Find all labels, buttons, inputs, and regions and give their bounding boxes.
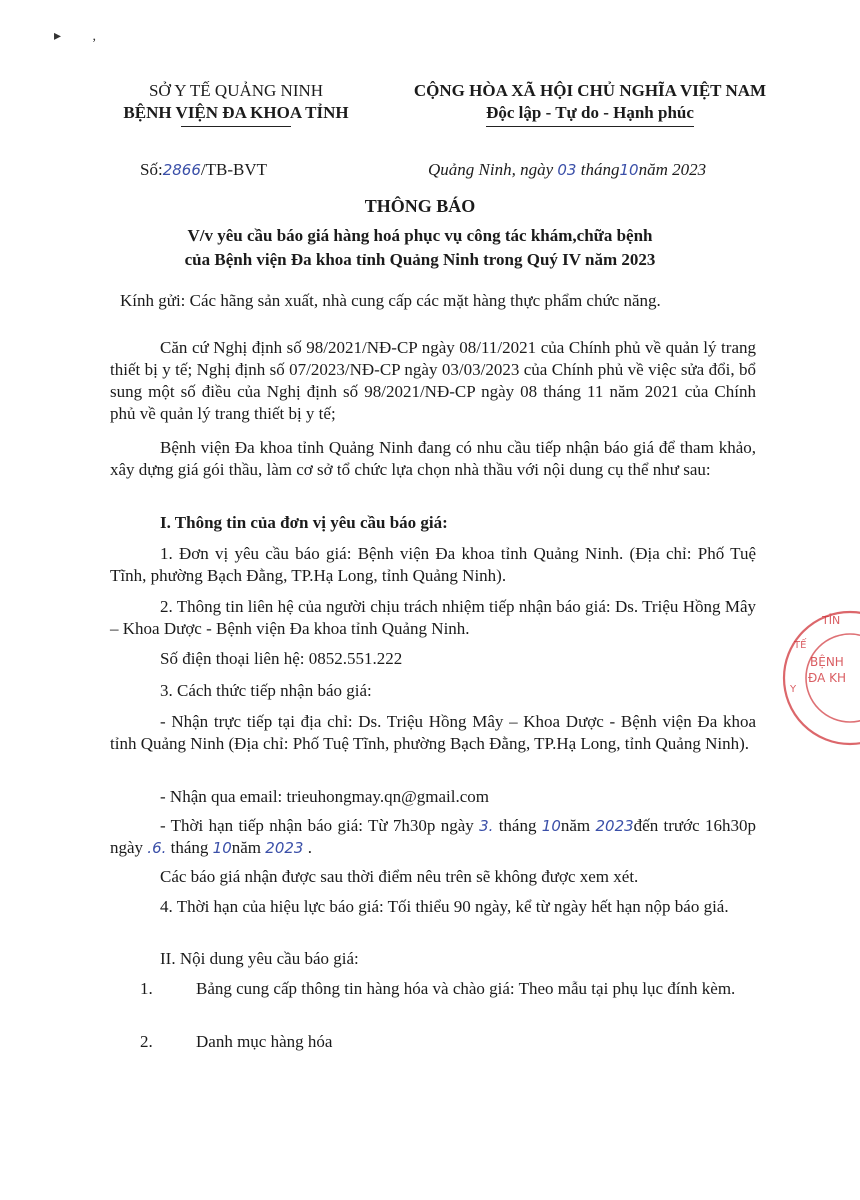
scan-mark: ▸ , bbox=[54, 29, 97, 44]
intro-paragraph: Bệnh viện Đa khoa tỉnh Quảng Ninh đang có nhu cầu tiếp nhận báo giá để tham khảo, xây dựng giá gói thầu, làm cơ sở tổ chức lựa chọn nhà thầu với nội dung cụ thể như sau: bbox=[110, 438, 756, 479]
subtitle-line2: của Bệnh viện Đa khoa tỉnh Quảng Ninh trong Quý IV năm 2023 bbox=[184, 250, 656, 269]
handwritten-end-month: 10 bbox=[212, 839, 232, 857]
section1-item3-direct: - Nhận trực tiếp tại địa chỉ: Ds. Triệu Hồng Mây – Khoa Dược - Bệnh viện Đa khoa tỉnh Quảng Ninh (Địa chỉ: Phố Tuệ Tĩnh, phường Bạch Đằng, TP.Hạ Long, tỉnh Quảng Ninh). bbox=[110, 712, 756, 753]
document-title: THÔNG BÁO bbox=[364, 196, 476, 216]
legal-basis-paragraph: Căn cứ Nghị định số 98/2021/NĐ-CP ngày 08/11/2021 của Chính phủ về quản lý trang thiết bị y tế; Nghị định số 07/2023/NĐ-CP ngày 03/03/2023 của Chính phủ về việc sửa đổi, bổ sung một số điều của Nghị định số 98/2021/NĐ-CP ngày 08 tháng 11 năm 2021 của Chính phủ về quản lý trang thiết bị y tế; bbox=[110, 338, 756, 423]
nation-line2: Độc lập - Tự do - Hạnh phúc bbox=[486, 103, 694, 122]
section1-item2: 2. Thông tin liên hệ của người chịu trách nhiệm tiếp nhận báo giá: Ds. Triệu Hồng Mây – Khoa Dược - Bệnh viện Đa khoa tỉnh Quảng Ninh. bbox=[110, 597, 756, 638]
stamp-text-3: ĐA KH bbox=[808, 671, 847, 685]
section2-heading: II. Nội dung yêu cầu báo giá: bbox=[160, 949, 359, 968]
handwritten-month: 10 bbox=[619, 161, 639, 179]
handwritten-start-year: 2023 bbox=[595, 817, 634, 835]
section2-item2: 2. Danh mục hàng hóa bbox=[140, 1032, 333, 1051]
handwritten-end-year: 2023 bbox=[265, 839, 304, 857]
handwritten-day: 03 bbox=[557, 161, 577, 179]
section2-item1: 1. Bảng cung cấp thông tin hàng hóa và chào giá: Theo mẫu tại phụ lục đính kèm. bbox=[140, 979, 736, 998]
issuing-organization bbox=[96, 80, 376, 124]
document-date: Quảng Ninh, ngày 03 tháng10năm 2023 bbox=[428, 160, 707, 179]
late-note: Các báo giá nhận được sau thời điểm nêu trên sẽ không được xem xét. bbox=[160, 867, 639, 886]
stamp-text-1: TỈN bbox=[822, 614, 841, 627]
nation-line1: CỘNG HÒA XÃ HỘI CHỦ NGHĨA VIỆT NAM bbox=[413, 81, 767, 100]
section1-item3: 3. Cách thức tiếp nhận báo giá: bbox=[160, 681, 372, 700]
org-line2: BỆNH VIỆN ĐA KHOA TỈNH bbox=[123, 103, 349, 122]
deadline-paragraph: - Thời hạn tiếp nhận báo giá: Từ 7h30p ngày 3. tháng 10năm 2023đến trước 16h30p ngày .6. tháng 10năm 2023 . bbox=[110, 816, 756, 857]
subtitle-line1: V/v yêu cầu báo giá hàng hoá phục vụ công tác khám,chữa bệnh bbox=[187, 226, 653, 245]
section1-item4: 4. Thời hạn của hiệu lực báo giá: Tối thiểu 90 ngày, kể từ ngày hết hạn nộp báo giá. bbox=[160, 897, 729, 916]
contact-phone: Số điện thoại liên hệ: 0852.551.222 bbox=[160, 649, 403, 668]
handwritten-number: 2866 bbox=[162, 161, 201, 179]
official-stamp bbox=[770, 598, 860, 758]
document-number: Số:2866/TB-BVT bbox=[140, 160, 267, 179]
recipient: Kính gửi: Các hãng sản xuất, nhà cung cấp các mặt hàng thực phẩm chức năng. bbox=[120, 291, 661, 310]
stamp-text-4: Y bbox=[790, 684, 797, 695]
stamp-text-5: TẾ bbox=[794, 640, 807, 651]
section1-item3-email: - Nhận qua email: trieuhongmay.qn@gmail.com bbox=[160, 787, 489, 806]
section1-item1: 1. Đơn vị yêu cầu báo giá: Bệnh viện Đa khoa tỉnh Quảng Ninh. (Địa chỉ: Phố Tuệ Tĩnh, phường Bạch Đằng, TP.Hạ Long, tỉnh Quảng Ninh). bbox=[110, 544, 756, 585]
section1-heading: I. Thông tin của đơn vị yêu cầu báo giá: bbox=[160, 513, 448, 532]
org-line1: SỞ Y TẾ QUẢNG NINH bbox=[148, 81, 324, 100]
handwritten-start-day: 3. bbox=[479, 817, 494, 835]
stamp-text-2: BỆNH bbox=[810, 655, 844, 669]
handwritten-start-month: 10 bbox=[541, 817, 561, 835]
national-motto bbox=[380, 80, 800, 124]
handwritten-end-day: .6. bbox=[147, 839, 167, 857]
